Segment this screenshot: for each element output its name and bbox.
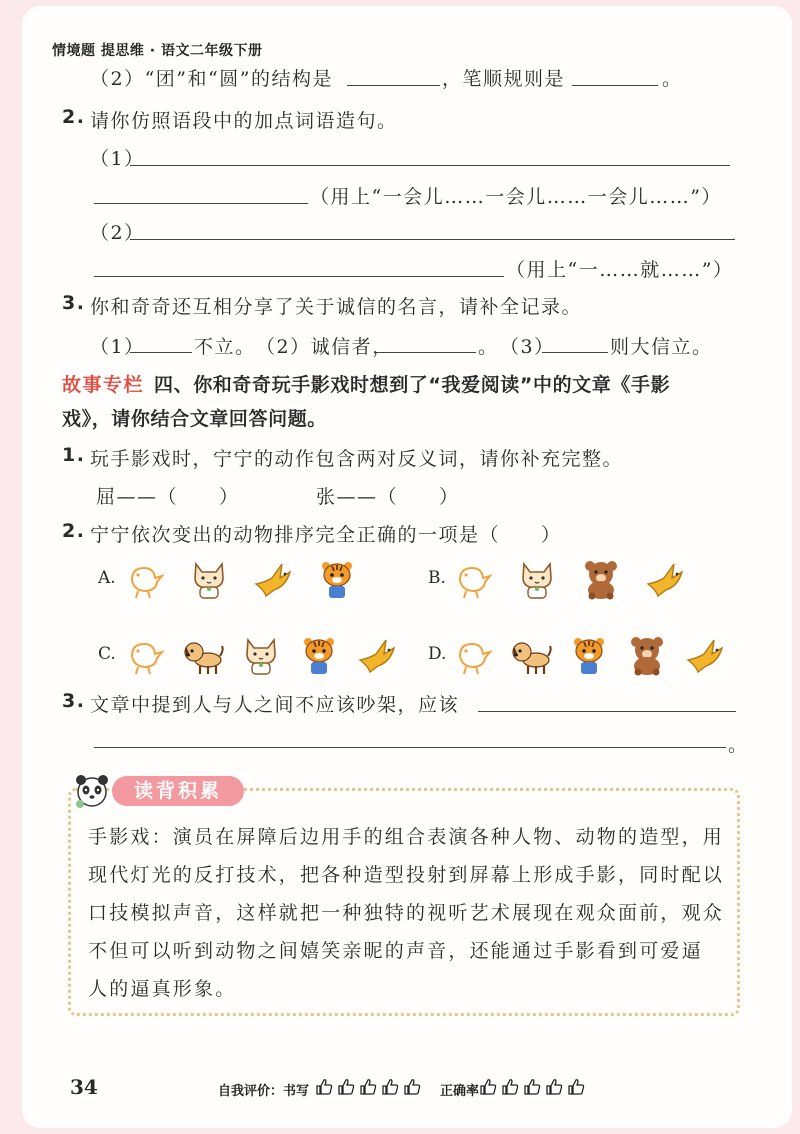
- page-number: 34: [70, 1075, 98, 1099]
- s4q1-pair1[interactable]: 屈——（ ）: [96, 486, 240, 508]
- thumbs-up-icon[interactable]: [380, 1082, 402, 1101]
- section4-title-line1: 四、你和奇奇玩手影戏时想到了“我爱阅读”中的文章《手影: [154, 374, 671, 396]
- q2-sub2-hint: （用上“一……就……”）: [506, 259, 734, 281]
- q1-sub2-prefix: （2）“团”和“圆”的结构是: [90, 68, 333, 90]
- chick-icon: [124, 558, 166, 600]
- running-head: 情境题 提思维 · 语文二年级下册: [52, 43, 263, 59]
- q3-s3-end: 则大信立。: [610, 336, 713, 358]
- thumbs-up-icon[interactable]: [402, 1082, 424, 1101]
- s4q3-blank-line2[interactable]: [94, 747, 726, 748]
- q2-number: 2.: [62, 106, 86, 128]
- panda-icon: [72, 770, 112, 810]
- tiger-icon: [568, 634, 610, 676]
- cat-icon: [240, 634, 282, 676]
- q3-s2: （2）诚信者，: [256, 336, 393, 358]
- bird-icon: [684, 634, 726, 676]
- q3-number: 3.: [62, 292, 86, 314]
- q3-s3-label: （3）: [500, 336, 555, 358]
- q2-sub1-line2[interactable]: [94, 203, 308, 204]
- option-a-label[interactable]: A.: [98, 568, 116, 588]
- accuracy-rating[interactable]: [478, 1077, 588, 1099]
- reading-line-1: 手影戏：演员在屏障后边用手的组合表演各种人物、动物的造型，用: [88, 826, 725, 848]
- q2-sub1-line1[interactable]: [130, 165, 730, 166]
- thumbs-up-icon[interactable]: [522, 1082, 544, 1101]
- option-d-label[interactable]: D.: [428, 644, 447, 664]
- q2-sub1-hint: （用上“一会儿……一会儿……一会儿……”）: [310, 186, 722, 208]
- s4q3-stem: 文章中提到人与人之间不应该吵架，应该: [90, 694, 460, 716]
- q3-s2-blank[interactable]: [374, 352, 476, 353]
- option-c-label[interactable]: C.: [98, 644, 116, 664]
- q3-stem: 你和奇奇还互相分享了关于诚信的名言，请补全记录。: [90, 296, 583, 318]
- thumbs-up-icon[interactable]: [544, 1082, 566, 1101]
- thumbs-up-icon[interactable]: [314, 1082, 336, 1101]
- handwriting-rating[interactable]: [314, 1077, 424, 1099]
- section4-title-line2: 戏》，请你结合文章回答问题。: [62, 408, 327, 430]
- q1-sub2-end: 。: [662, 68, 683, 90]
- thumbs-up-icon[interactable]: [566, 1082, 588, 1101]
- option-b-label[interactable]: B.: [428, 568, 446, 588]
- section4-tag: 故事专栏: [62, 374, 145, 396]
- s4q1-number: 1.: [62, 444, 86, 466]
- q2-sub2-line2[interactable]: [94, 276, 504, 277]
- bird-icon: [252, 558, 294, 600]
- q3-s2-end: 。: [478, 336, 499, 358]
- chick-icon: [124, 634, 166, 676]
- thumbs-up-icon[interactable]: [500, 1082, 522, 1101]
- thumbs-up-icon[interactable]: [358, 1082, 380, 1101]
- s4q3-end: 。: [728, 734, 749, 756]
- cat-icon: [188, 558, 230, 600]
- chick-icon: [452, 634, 494, 676]
- s4q1-pair2[interactable]: 张——（ ）: [316, 486, 460, 508]
- bird-icon: [356, 634, 398, 676]
- accuracy-label: 正确率: [440, 1084, 480, 1099]
- thumbs-up-icon[interactable]: [336, 1082, 358, 1101]
- reading-badge: 读背积累: [112, 776, 244, 806]
- self-eval-label: 自我评价：书写: [218, 1084, 310, 1099]
- s4q3-number: 3.: [62, 690, 86, 712]
- reading-line-2: 现代灯光的反打技术，把各种造型投射到屏幕上形成手影，同时配以: [88, 864, 725, 886]
- bird-icon: [644, 558, 686, 600]
- q3-s3-blank[interactable]: [542, 352, 608, 353]
- reading-line-4: 不但可以听到动物之间嬉笑亲昵的声音，还能通过手影看到可爱逼: [88, 940, 703, 962]
- q3-s1-end: 不立。: [194, 336, 256, 358]
- chick-icon: [452, 558, 494, 600]
- dog-icon: [510, 634, 552, 676]
- q1-sub2-blank-structure[interactable]: [347, 85, 440, 86]
- q2-sub2-line1[interactable]: [130, 239, 735, 240]
- q2-sub1-label: （1）: [90, 148, 145, 170]
- s4q2-stem: 宁宁依次变出的动物排序完全正确的一项是（ ）: [90, 524, 562, 546]
- s4q2-number: 2.: [62, 520, 86, 542]
- q2-sub2-label: （2）: [90, 222, 145, 244]
- q2-stem: 请你仿照语段中的加点词语造句。: [90, 110, 398, 132]
- dog-icon: [182, 634, 224, 676]
- q3-s1-blank[interactable]: [130, 352, 192, 353]
- s4q3-blank-line1[interactable]: [478, 711, 736, 712]
- reading-line-3: 口技模拟声音，这样就把一种独特的视听艺术展现在观众面前，观众: [88, 902, 725, 924]
- cat-icon: [516, 558, 558, 600]
- thumbs-up-icon[interactable]: [478, 1082, 500, 1101]
- reading-line-5: 人的逼真形象。: [88, 978, 237, 1000]
- tiger-icon: [316, 558, 358, 600]
- s4q1-stem: 玩手影戏时，宁宁的动作包含两对反义词，请你补充完整。: [90, 448, 624, 470]
- tiger-icon: [298, 634, 340, 676]
- q1-sub2-middle: ，笔顺规则是: [442, 68, 566, 90]
- q3-s1-label: （1）: [90, 336, 145, 358]
- bear-icon: [626, 634, 668, 676]
- bear-icon: [580, 558, 622, 600]
- q1-sub2-blank-stroke-rule[interactable]: [572, 85, 658, 86]
